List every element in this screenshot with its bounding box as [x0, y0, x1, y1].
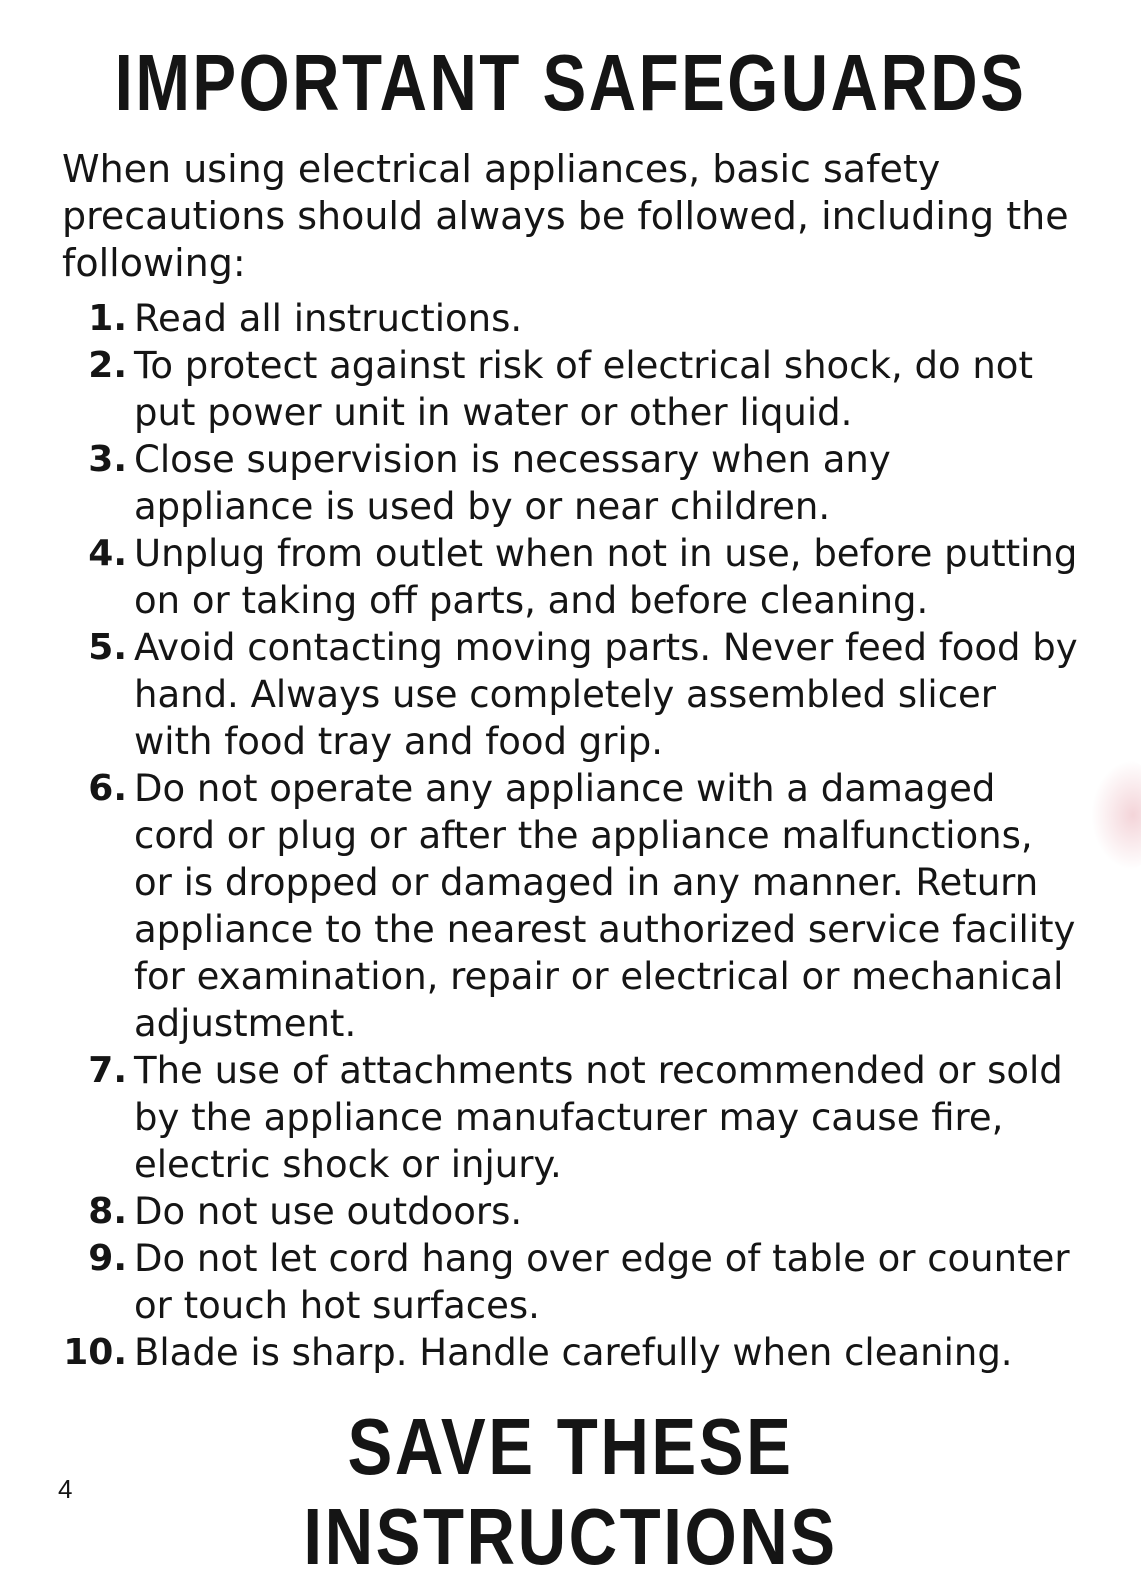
- item-number: 1.: [88, 298, 127, 339]
- list-item: [0, 624, 1141, 765]
- list-item: [0, 765, 1141, 1047]
- item-text: Do not let cord hang over edge of table or counter or touch hot surfaces.: [134, 1237, 1070, 1327]
- item-number: 2.: [88, 345, 127, 386]
- item-number: 4.: [88, 533, 127, 574]
- list-item: [0, 1188, 1141, 1235]
- item-text: The use of attachments not recommended or sold by the appliance manufacturer may cause fire, electric shock or injury.: [134, 1049, 1063, 1186]
- safeguards-list: [0, 295, 1141, 1376]
- item-text: Blade is sharp. Handle carefully when cleaning.: [134, 1331, 1013, 1374]
- item-number: 10.: [63, 1332, 127, 1373]
- footer-title: SAVE THESE INSTRUCTIONS: [303, 1402, 838, 1581]
- list-item: [0, 1235, 1141, 1329]
- item-number: 5.: [88, 627, 127, 668]
- page-title: IMPORTANT SAFEGUARDS: [114, 38, 1027, 127]
- item-number: 3.: [88, 439, 127, 480]
- item-text: Close supervision is necessary when any appliance is used by or near children.: [134, 438, 891, 528]
- item-number: 7.: [88, 1050, 127, 1091]
- item-text: Do not operate any appliance with a damaged cord or plug or after the appliance malfunctions, or is dropped or damaged in any manner. Return appliance to the nearest authorized service facility for examination, repair or electrical or mechanical adjustment.: [134, 767, 1076, 1045]
- item-number: 6.: [88, 768, 127, 809]
- list-item: [0, 1329, 1141, 1376]
- item-text: Read all instructions.: [134, 297, 523, 340]
- list-item: [0, 295, 1141, 342]
- item-text: Do not use outdoors.: [134, 1190, 523, 1233]
- item-number: 9.: [88, 1238, 127, 1279]
- intro-paragraph: When using electrical appliances, basic safety precautions should always be followed, including the following:: [62, 147, 1069, 285]
- item-text: To protect against risk of electrical shock, do not put power unit in water or other liquid.: [134, 344, 1033, 434]
- list-item: [0, 342, 1141, 436]
- item-text: Avoid contacting moving parts. Never feed food by hand. Always use completely assembled slicer with food tray and food grip.: [134, 626, 1078, 763]
- item-number: 8.: [88, 1191, 127, 1232]
- item-text: Unplug from outlet when not in use, before putting on or taking off parts, and before cleaning.: [134, 532, 1078, 622]
- list-item: [0, 436, 1141, 530]
- page-number: 4: [58, 1474, 73, 1504]
- list-item: [0, 530, 1141, 624]
- list-item: [0, 1047, 1141, 1188]
